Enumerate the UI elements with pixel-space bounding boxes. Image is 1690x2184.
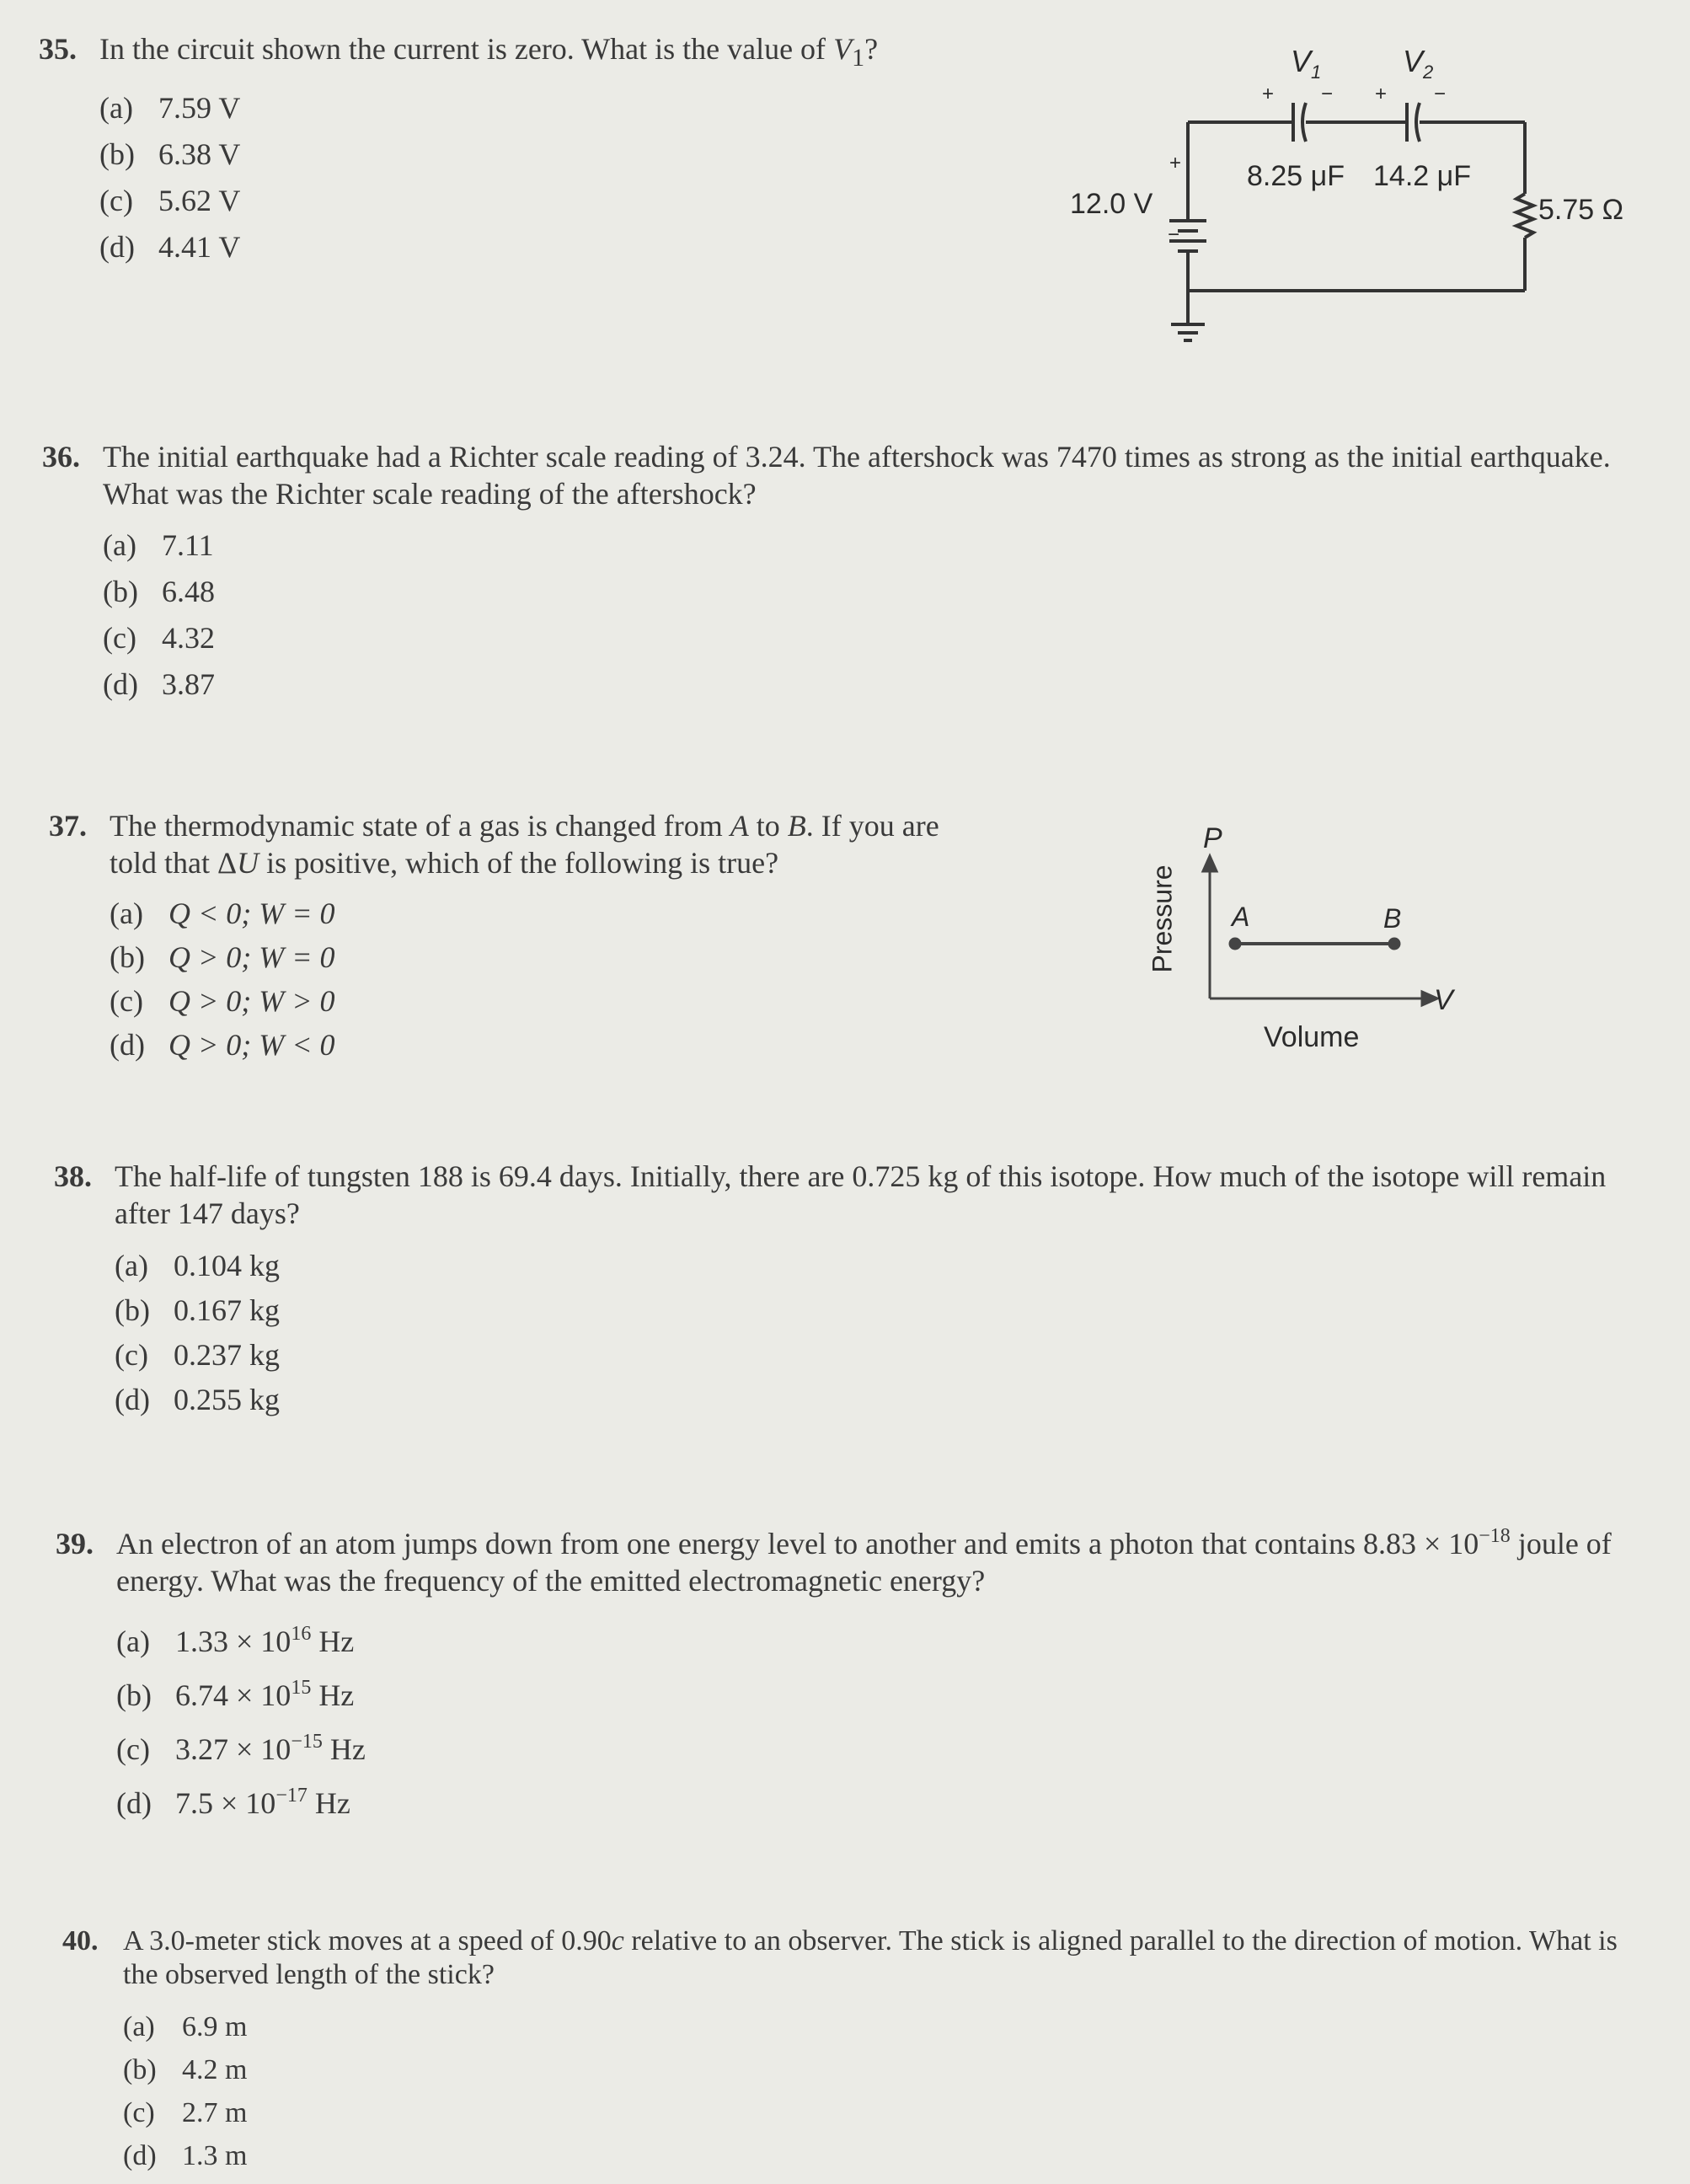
battery-plus: + [1169,152,1182,174]
circuit-diagram [1062,34,1651,354]
question-number: 35. [39,32,77,66]
c1-plus: + [1262,83,1275,105]
option-c: (c) 0.237 kg [115,1338,280,1372]
option-a: (a) $1.33 \times 10^{16}$ Hz [116,1623,355,1658]
volume-axis-title: Volume [1264,1021,1360,1053]
option-c: (c) Q > 0; W > 0 [110,984,335,1018]
battery-minus: − [1168,223,1180,246]
resistor-value: 5.75 Ω [1538,194,1624,226]
question-stem: In the circuit shown the current is zero. What is the value of $V_1$? [99,32,879,72]
c2-plus: + [1375,83,1388,105]
question-36 [42,438,1619,708]
point-a-marker [1230,939,1240,949]
v-axis-label: V [1434,984,1453,1016]
option-b: (b) 6.48 [103,575,215,608]
question-37 [49,807,986,1067]
pv-diagram [1147,822,1474,1062]
c2-minus: − [1434,83,1447,105]
option-d: (d) 0.255 kg [115,1383,280,1416]
battery-voltage: 12.0 V [1070,188,1153,220]
p-axis-label: P [1203,822,1222,854]
question-35 [39,30,1026,270]
question-number: 38. [54,1159,92,1193]
question-number: 36. [42,440,80,474]
question-stem: An electron of an atom jumps down from one energy level to another and emits a photon that contains $8.83 \times 10^{-18}$ joule of energy. What was the frequency of the emitted electromagnetic energy? [116,1525,1612,1598]
option-b: (b) $6.74 \times 10^{15}$ Hz [116,1677,355,1712]
option-b: (b) 0.167 kg [115,1293,280,1327]
option-a: (a) Q < 0; W = 0 [110,897,335,930]
point-a-label: A [1232,902,1250,932]
question-stem: The thermodynamic state of a gas is changed from A to B. If you are told that ΔU is positive, which of the following is true? [110,809,939,880]
question-number: 39. [56,1527,94,1560]
question-stem: The half-life of tungsten 188 is 69.4 days. Initially, there are 0.725 kg of this isotope. How much of the isotope will remain after 147 days? [115,1159,1607,1230]
c1-minus: − [1321,83,1334,105]
v2-label: $V_2$ [1403,44,1434,83]
option-c: (c) 4.32 [103,621,215,655]
question-number: 40. [62,1925,99,1956]
option-d: (d) 1.3 m [123,2140,248,2171]
option-d: (d) $7.5 \times 10^{-17}$ Hz [116,1785,350,1820]
option-d: (d) 3.87 [103,667,215,701]
point-b-marker [1389,939,1399,949]
option-b: (b) 6.38 V [99,137,241,172]
c1-value: 8.25 μF [1247,160,1345,192]
question-39 [56,1525,1641,1830]
question-number: 37. [49,809,87,843]
option-c: (c) 5.62 V [99,184,241,218]
option-b: (b) 4.2 m [123,2054,248,2085]
question-stem: The initial earthquake had a Richter scale reading of 3.24. The aftershock was 7470 times as strong as the initial earthquake. What was the Richter scale reading of the aftershock? [103,440,1611,511]
option-a: (a) 0.104 kg [115,1249,280,1282]
v1-label: $V_1$ [1291,44,1322,83]
option-d: (d) Q > 0; W < 0 [110,1028,335,1062]
option-c: (c) $3.27 \times 10^{-15}$ Hz [116,1731,366,1766]
question-stem: A 3.0-meter stick moves at a speed of 0.90c relative to an observer. The stick is aligned parallel to the direction of motion. What is the observed length of the stick? [123,1925,1618,1990]
c2-value: 14.2 μF [1373,160,1471,192]
question-38 [54,1158,1631,1422]
pressure-axis-title: Pressure [1147,864,1178,973]
point-b-label: B [1383,903,1402,934]
question-40 [62,1924,1639,2177]
option-c: (c) 2.7 m [123,2097,248,2128]
option-a: (a) 7.59 V [99,91,241,126]
option-a: (a) 6.9 m [123,2011,248,2042]
option-a: (a) 7.11 [103,528,214,562]
option-b: (b) Q > 0; W = 0 [110,940,335,974]
option-d: (d) 4.41 V [99,230,241,265]
